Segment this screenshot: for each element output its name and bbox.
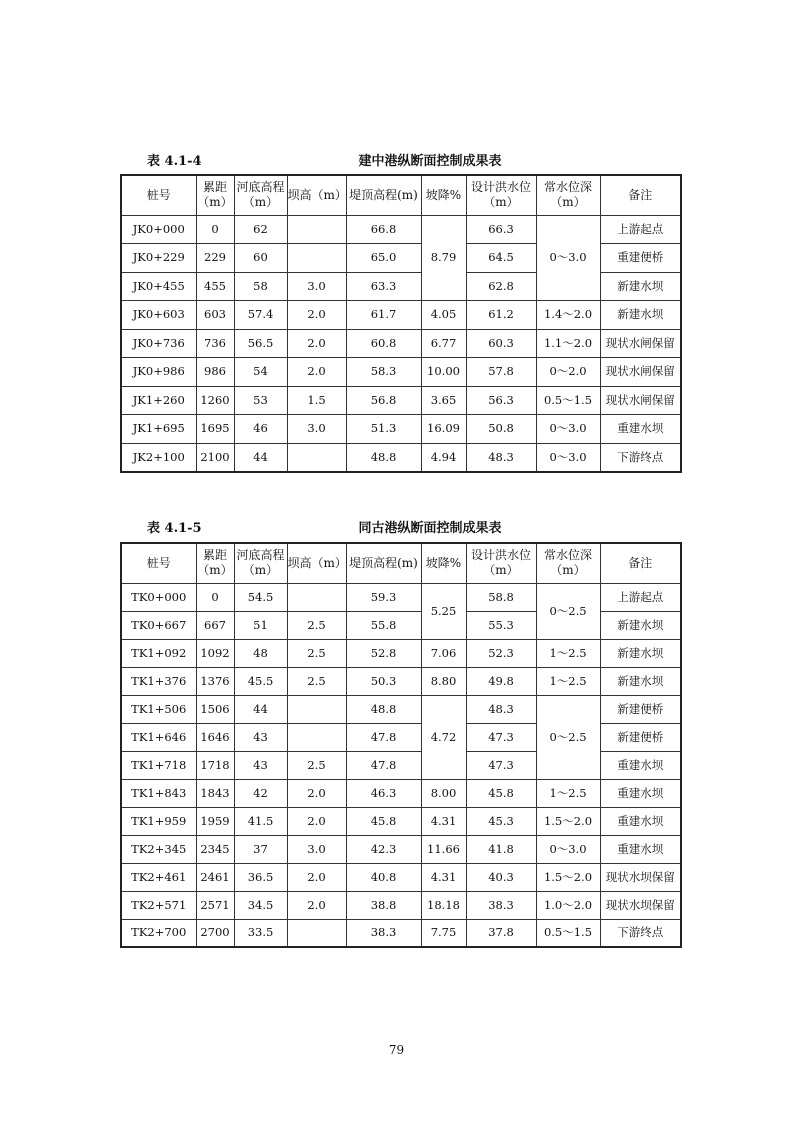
flood-level-cell: 64.5 [466, 244, 536, 273]
bed-elevation-cell: 44 [234, 695, 287, 723]
dam-height-cell: 2.0 [287, 779, 346, 807]
flood-level-cell: 56.3 [466, 386, 536, 415]
station-cell: JK2+100 [121, 443, 196, 472]
dam-height-cell: 2.5 [287, 639, 346, 667]
table-row [121, 891, 681, 919]
crest-elevation-cell: 42.3 [346, 835, 421, 863]
distance-cell: 1843 [196, 779, 234, 807]
crest-elevation-cell: 60.8 [346, 329, 421, 358]
slope-cell: 4.05 [421, 301, 466, 330]
normal-depth-cell: 0.5～1.5 [536, 386, 600, 415]
header-distance: 累距（m） [196, 543, 234, 583]
dam-height-cell: 3.0 [287, 415, 346, 444]
slope-cell: 7.06 [421, 639, 466, 667]
slope-cell: 6.77 [421, 329, 466, 358]
bed-elevation-cell: 53 [234, 386, 287, 415]
distance-cell: 229 [196, 244, 234, 273]
dam-height-cell: 2.0 [287, 891, 346, 919]
table1-number: 表 4.1-4 [147, 154, 202, 169]
crest-elevation-cell: 48.8 [346, 695, 421, 723]
dam-height-cell: 3.0 [287, 272, 346, 301]
note-cell: 重建水坝 [600, 751, 681, 779]
crest-elevation-cell: 58.3 [346, 358, 421, 387]
distance-cell: 2345 [196, 835, 234, 863]
slope-cell: 4.31 [421, 807, 466, 835]
distance-cell: 1959 [196, 807, 234, 835]
table2 [120, 542, 682, 948]
distance-cell: 1092 [196, 639, 234, 667]
distance-cell: 2571 [196, 891, 234, 919]
station-cell: TK0+000 [121, 583, 196, 611]
table-row [121, 358, 681, 387]
normal-depth-cell: 0～3.0 [536, 415, 600, 444]
bed-elevation-cell: 34.5 [234, 891, 287, 919]
note-cell: 新建水坝 [600, 667, 681, 695]
table-row [121, 695, 681, 723]
table1 [120, 174, 682, 473]
dam-height-cell: 2.5 [287, 751, 346, 779]
normal-depth-cell: 0～2.5 [536, 695, 600, 779]
distance-cell: 1506 [196, 695, 234, 723]
station-cell: JK0+229 [121, 244, 196, 273]
header-normal-depth: 常水位深（m） [536, 175, 600, 215]
header-flood-level: 设计洪水位（m） [466, 175, 536, 215]
dam-height-cell: 2.0 [287, 863, 346, 891]
note-cell: 下游终点 [600, 443, 681, 472]
flood-level-cell: 45.3 [466, 807, 536, 835]
distance-cell: 455 [196, 272, 234, 301]
table2-header-row [121, 543, 681, 583]
bed-elevation-cell: 56.5 [234, 329, 287, 358]
dam-height-cell: 2.0 [287, 329, 346, 358]
table1-title: 建中港纵断面控制成果表 [358, 154, 502, 169]
station-cell: TK1+376 [121, 667, 196, 695]
note-cell: 新建水坝 [600, 611, 681, 639]
dam-height-cell: 2.5 [287, 611, 346, 639]
station-cell: JK0+986 [121, 358, 196, 387]
normal-depth-cell: 1.0～2.0 [536, 891, 600, 919]
crest-elevation-cell: 45.8 [346, 807, 421, 835]
flood-level-cell: 40.3 [466, 863, 536, 891]
distance-cell: 2461 [196, 863, 234, 891]
note-cell: 重建便桥 [600, 244, 681, 273]
note-cell: 现状水闸保留 [600, 329, 681, 358]
slope-cell: 8.00 [421, 779, 466, 807]
note-cell: 重建水坝 [600, 835, 681, 863]
crest-elevation-cell: 56.8 [346, 386, 421, 415]
dam-height-cell: 2.0 [287, 358, 346, 387]
station-cell: JK1+260 [121, 386, 196, 415]
header-normal-depth: 常水位深（m） [536, 543, 600, 583]
distance-cell: 0 [196, 215, 234, 244]
normal-depth-cell: 0～3.0 [536, 215, 600, 301]
distance-cell: 736 [196, 329, 234, 358]
flood-level-cell: 48.3 [466, 443, 536, 472]
distance-cell: 1695 [196, 415, 234, 444]
dam-height-cell: 2.0 [287, 807, 346, 835]
crest-elevation-cell: 38.8 [346, 891, 421, 919]
dam-height-cell [287, 443, 346, 472]
table-row [121, 919, 681, 947]
table2-number: 表 4.1-5 [147, 521, 202, 536]
station-cell: JK1+695 [121, 415, 196, 444]
bed-elevation-cell: 48 [234, 639, 287, 667]
distance-cell: 1718 [196, 751, 234, 779]
station-cell: TK1+959 [121, 807, 196, 835]
flood-level-cell: 37.8 [466, 919, 536, 947]
slope-cell: 5.25 [421, 583, 466, 639]
bed-elevation-cell: 57.4 [234, 301, 287, 330]
station-cell: TK1+506 [121, 695, 196, 723]
normal-depth-cell: 1.5～2.0 [536, 807, 600, 835]
flood-level-cell: 48.3 [466, 695, 536, 723]
note-cell: 现状水闸保留 [600, 358, 681, 387]
bed-elevation-cell: 42 [234, 779, 287, 807]
header-distance: 累距（m） [196, 175, 234, 215]
normal-depth-cell: 0～3.0 [536, 835, 600, 863]
station-cell: TK1+843 [121, 779, 196, 807]
slope-cell: 8.79 [421, 215, 466, 301]
normal-depth-cell: 1～2.5 [536, 779, 600, 807]
station-cell: TK1+718 [121, 751, 196, 779]
crest-elevation-cell: 52.8 [346, 639, 421, 667]
flood-level-cell: 60.3 [466, 329, 536, 358]
table-row [121, 667, 681, 695]
page-number: 79 [388, 1043, 405, 1057]
header-note: 备注 [600, 175, 681, 215]
bed-elevation-cell: 33.5 [234, 919, 287, 947]
note-cell: 新建水坝 [600, 639, 681, 667]
note-cell: 新建便桥 [600, 723, 681, 751]
flood-level-cell: 49.8 [466, 667, 536, 695]
bed-elevation-cell: 51 [234, 611, 287, 639]
crest-elevation-cell: 59.3 [346, 583, 421, 611]
crest-elevation-cell: 65.0 [346, 244, 421, 273]
table1-caption [120, 150, 680, 172]
table-row [121, 415, 681, 444]
normal-depth-cell: 0～2.0 [536, 358, 600, 387]
header-note: 备注 [600, 543, 681, 583]
crest-elevation-cell: 47.8 [346, 723, 421, 751]
header-slope: 坡降% [421, 543, 466, 583]
header-station: 桩号 [121, 175, 196, 215]
flood-level-cell: 66.3 [466, 215, 536, 244]
dam-height-cell [287, 723, 346, 751]
crest-elevation-cell: 38.3 [346, 919, 421, 947]
table-row [121, 583, 681, 611]
crest-elevation-cell: 55.8 [346, 611, 421, 639]
dam-height-cell [287, 583, 346, 611]
normal-depth-cell: 1～2.5 [536, 639, 600, 667]
flood-level-cell: 47.3 [466, 723, 536, 751]
normal-depth-cell: 0.5～1.5 [536, 919, 600, 947]
flood-level-cell: 45.8 [466, 779, 536, 807]
dam-height-cell: 2.0 [287, 301, 346, 330]
table-row [121, 807, 681, 835]
flood-level-cell: 62.8 [466, 272, 536, 301]
slope-cell: 7.75 [421, 919, 466, 947]
slope-cell: 4.31 [421, 863, 466, 891]
slope-cell: 4.94 [421, 443, 466, 472]
table-row [121, 443, 681, 472]
slope-cell: 16.09 [421, 415, 466, 444]
bed-elevation-cell: 37 [234, 835, 287, 863]
note-cell: 重建水坝 [600, 807, 681, 835]
station-cell: JK0+603 [121, 301, 196, 330]
table-row [121, 215, 681, 244]
flood-level-cell: 55.3 [466, 611, 536, 639]
crest-elevation-cell: 50.3 [346, 667, 421, 695]
station-cell: JK0+455 [121, 272, 196, 301]
bed-elevation-cell: 41.5 [234, 807, 287, 835]
distance-cell: 1376 [196, 667, 234, 695]
distance-cell: 0 [196, 583, 234, 611]
slope-cell: 18.18 [421, 891, 466, 919]
table-row [121, 779, 681, 807]
header-crest-elevation: 堤顶高程(m) [346, 543, 421, 583]
note-cell: 现状水坝保留 [600, 891, 681, 919]
station-cell: TK1+646 [121, 723, 196, 751]
table-row [121, 329, 681, 358]
slope-cell: 11.66 [421, 835, 466, 863]
bed-elevation-cell: 46 [234, 415, 287, 444]
bed-elevation-cell: 44 [234, 443, 287, 472]
crest-elevation-cell: 51.3 [346, 415, 421, 444]
header-flood-level: 设计洪水位（m） [466, 543, 536, 583]
bed-elevation-cell: 43 [234, 723, 287, 751]
station-cell: JK0+000 [121, 215, 196, 244]
station-cell: TK2+700 [121, 919, 196, 947]
table-row [121, 301, 681, 330]
bed-elevation-cell: 45.5 [234, 667, 287, 695]
crest-elevation-cell: 46.3 [346, 779, 421, 807]
note-cell: 下游终点 [600, 919, 681, 947]
table2-title: 同古港纵断面控制成果表 [358, 521, 502, 536]
normal-depth-cell: 1.5～2.0 [536, 863, 600, 891]
note-cell: 上游起点 [600, 583, 681, 611]
distance-cell: 2100 [196, 443, 234, 472]
slope-cell: 10.00 [421, 358, 466, 387]
station-cell: TK1+092 [121, 639, 196, 667]
header-dam-height: 坝高（m） [287, 175, 346, 215]
table-row [121, 386, 681, 415]
normal-depth-cell: 1.1～2.0 [536, 329, 600, 358]
table-row [121, 863, 681, 891]
note-cell: 重建水坝 [600, 779, 681, 807]
normal-depth-cell: 1～2.5 [536, 667, 600, 695]
dam-height-cell [287, 244, 346, 273]
bed-elevation-cell: 54 [234, 358, 287, 387]
flood-level-cell: 47.3 [466, 751, 536, 779]
flood-level-cell: 50.8 [466, 415, 536, 444]
table1-header-row [121, 175, 681, 215]
normal-depth-cell: 1.4～2.0 [536, 301, 600, 330]
distance-cell: 986 [196, 358, 234, 387]
station-cell: TK2+345 [121, 835, 196, 863]
header-bed-elevation: 河底高程（m） [234, 175, 287, 215]
distance-cell: 1260 [196, 386, 234, 415]
note-cell: 上游起点 [600, 215, 681, 244]
table2-caption [120, 517, 680, 539]
distance-cell: 667 [196, 611, 234, 639]
header-station: 桩号 [121, 543, 196, 583]
flood-level-cell: 58.8 [466, 583, 536, 611]
table-row [121, 639, 681, 667]
header-crest-elevation: 堤顶高程(m) [346, 175, 421, 215]
crest-elevation-cell: 66.8 [346, 215, 421, 244]
flood-level-cell: 38.3 [466, 891, 536, 919]
dam-height-cell [287, 919, 346, 947]
distance-cell: 603 [196, 301, 234, 330]
bed-elevation-cell: 62 [234, 215, 287, 244]
dam-height-cell: 2.5 [287, 667, 346, 695]
dam-height-cell: 3.0 [287, 835, 346, 863]
note-cell: 新建水坝 [600, 301, 681, 330]
slope-cell: 4.72 [421, 695, 466, 779]
flood-level-cell: 57.8 [466, 358, 536, 387]
crest-elevation-cell: 48.8 [346, 443, 421, 472]
slope-cell: 3.65 [421, 386, 466, 415]
dam-height-cell: 1.5 [287, 386, 346, 415]
distance-cell: 2700 [196, 919, 234, 947]
dam-height-cell [287, 215, 346, 244]
bed-elevation-cell: 58 [234, 272, 287, 301]
flood-level-cell: 41.8 [466, 835, 536, 863]
note-cell: 新建水坝 [600, 272, 681, 301]
distance-cell: 1646 [196, 723, 234, 751]
header-dam-height: 坝高（m） [287, 543, 346, 583]
crest-elevation-cell: 47.8 [346, 751, 421, 779]
station-cell: TK2+461 [121, 863, 196, 891]
bed-elevation-cell: 54.5 [234, 583, 287, 611]
crest-elevation-cell: 61.7 [346, 301, 421, 330]
note-cell: 重建水坝 [600, 415, 681, 444]
flood-level-cell: 52.3 [466, 639, 536, 667]
bed-elevation-cell: 43 [234, 751, 287, 779]
crest-elevation-cell: 40.8 [346, 863, 421, 891]
station-cell: TK2+571 [121, 891, 196, 919]
slope-cell: 8.80 [421, 667, 466, 695]
crest-elevation-cell: 63.3 [346, 272, 421, 301]
header-slope: 坡降% [421, 175, 466, 215]
table-row [121, 835, 681, 863]
note-cell: 现状水坝保留 [600, 863, 681, 891]
bed-elevation-cell: 60 [234, 244, 287, 273]
bed-elevation-cell: 36.5 [234, 863, 287, 891]
normal-depth-cell: 0～2.5 [536, 583, 600, 639]
header-bed-elevation: 河底高程（m） [234, 543, 287, 583]
station-cell: TK0+667 [121, 611, 196, 639]
normal-depth-cell: 0～3.0 [536, 443, 600, 472]
note-cell: 现状水闸保留 [600, 386, 681, 415]
station-cell: JK0+736 [121, 329, 196, 358]
flood-level-cell: 61.2 [466, 301, 536, 330]
note-cell: 新建便桥 [600, 695, 681, 723]
dam-height-cell [287, 695, 346, 723]
